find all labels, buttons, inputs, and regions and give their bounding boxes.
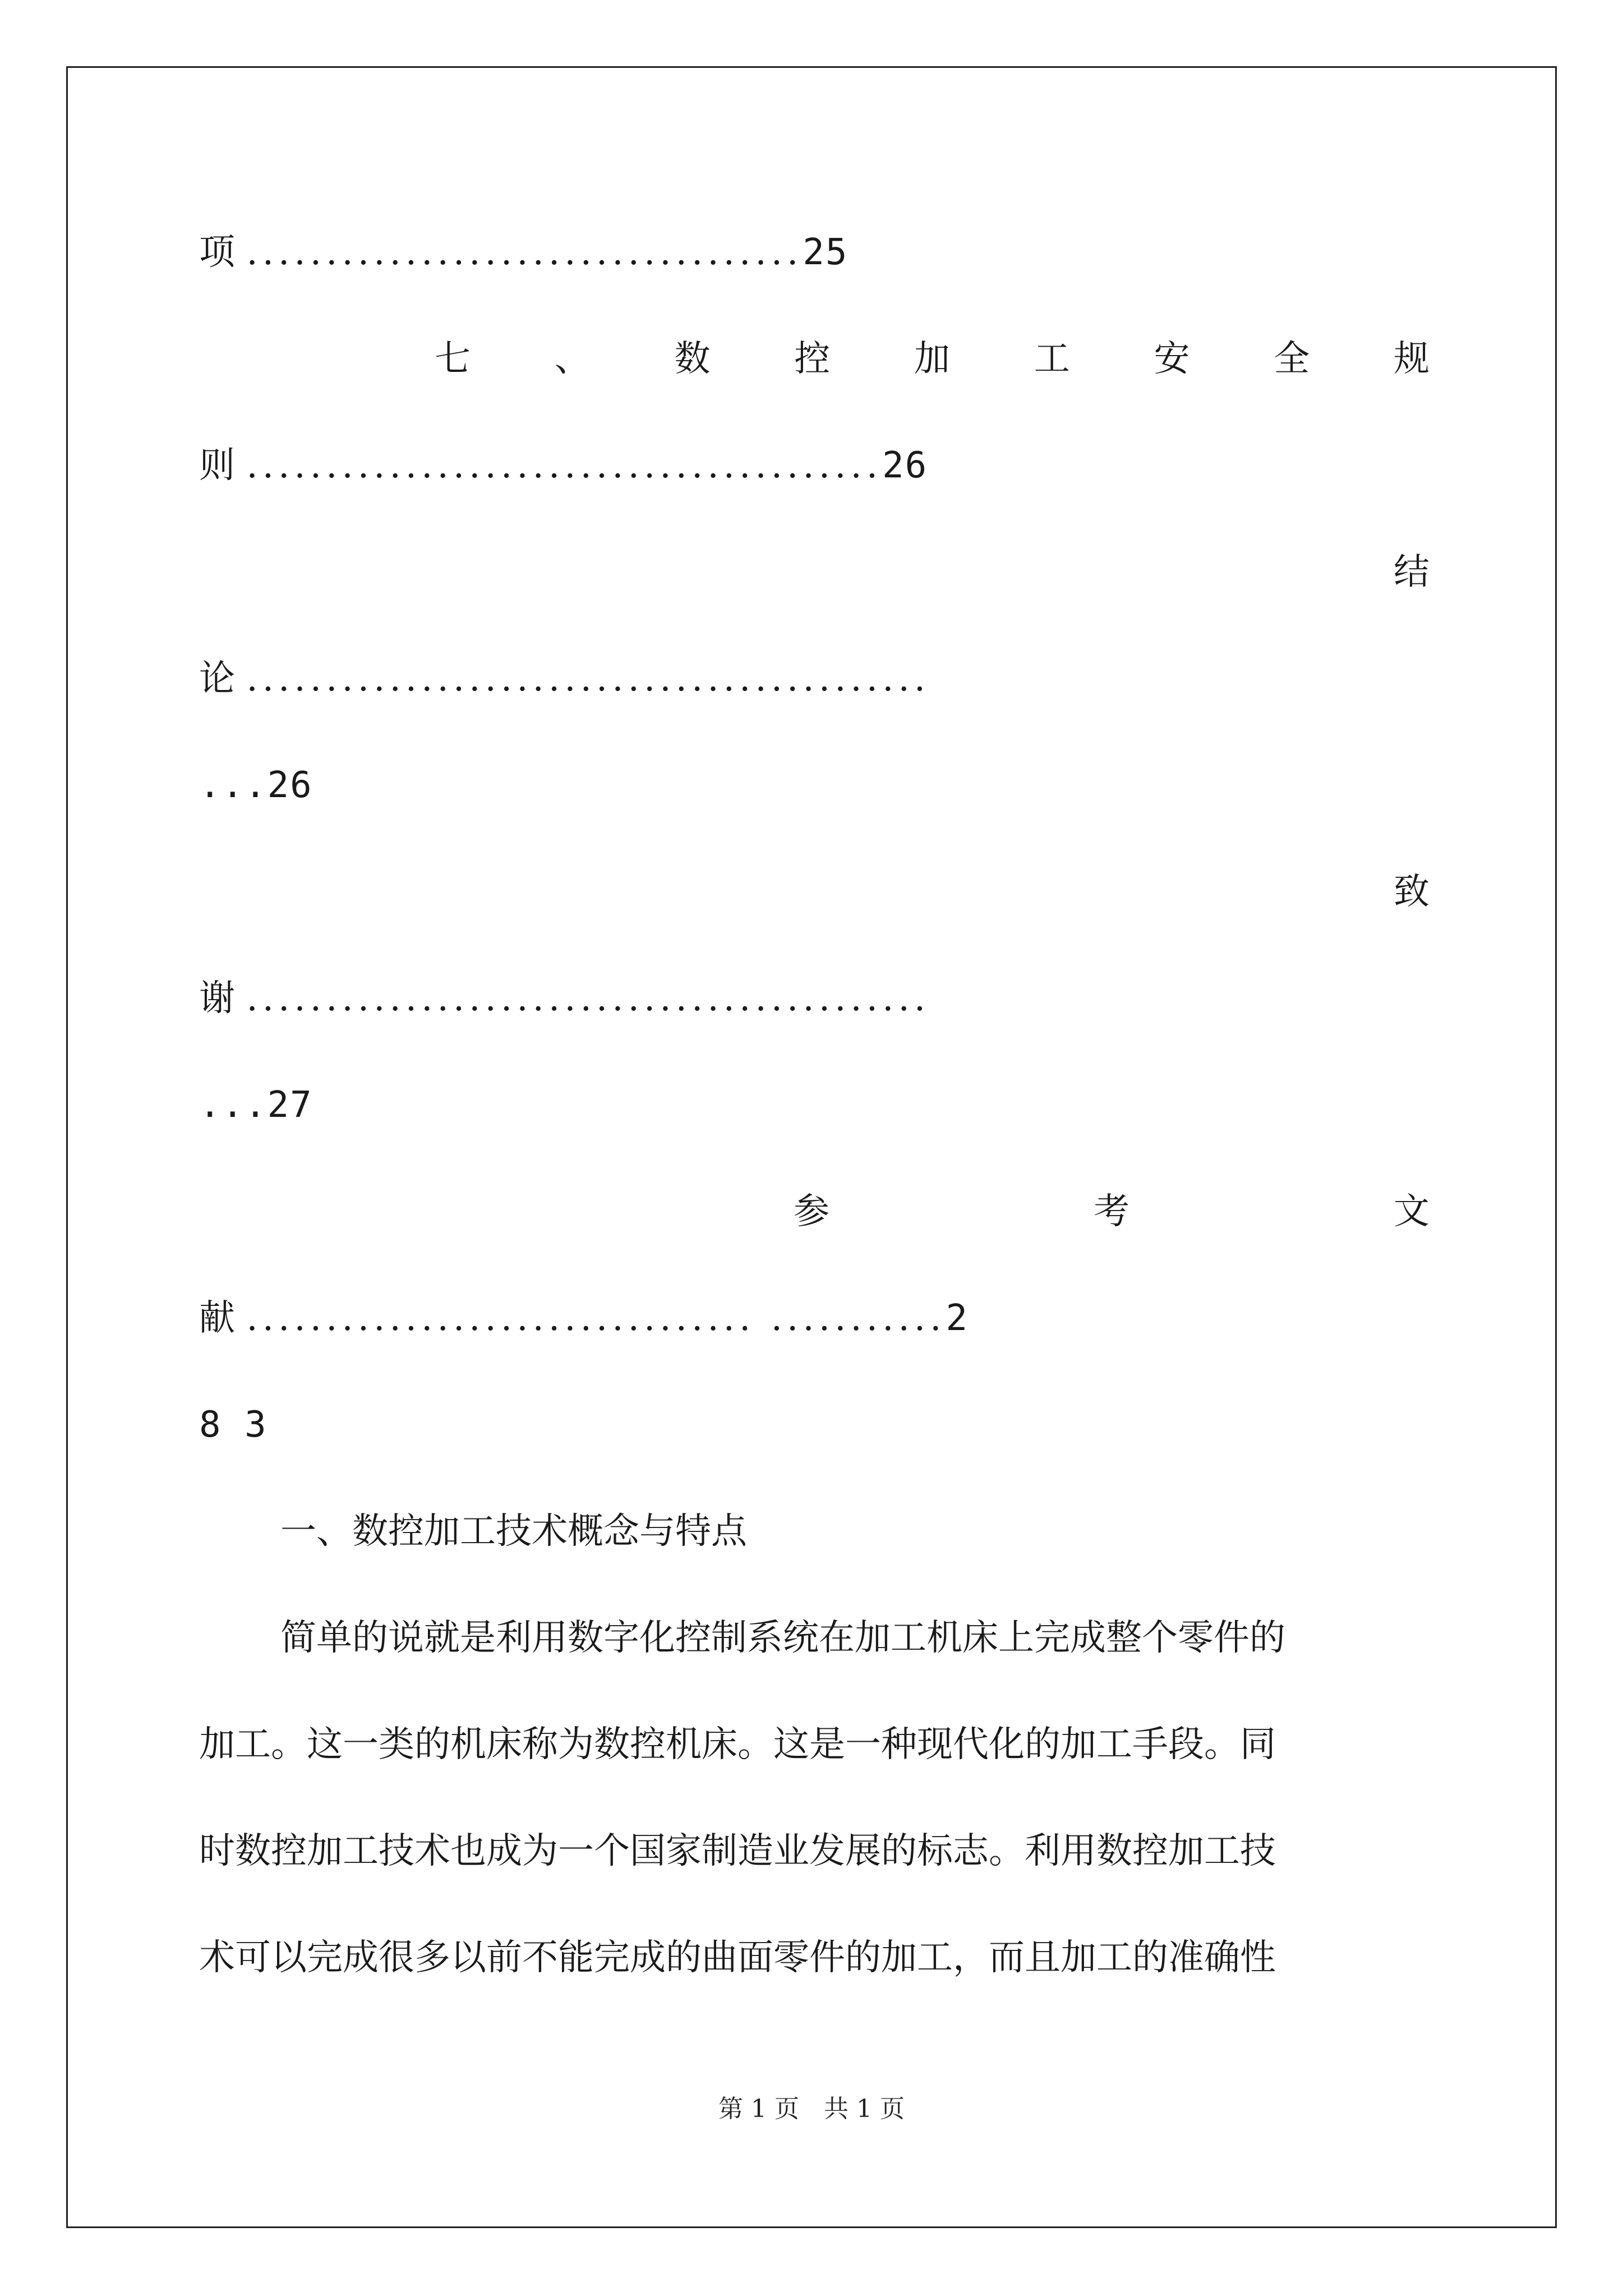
toc-page-continuation: ...26 [199,765,313,806]
toc-entry-line [199,443,928,488]
toc-heading-safety [435,337,1430,381]
toc-dots: ........................................... [246,978,930,1019]
paragraph-line: 时数控加工技术也成为一个国家制造业发展的标志。利用数控加工技 [199,1830,1276,1872]
toc-page-number: 2 [946,1297,969,1339]
heading-char: 数 [674,338,711,380]
toc-dots: ................................ ........... [246,1297,946,1339]
heading-char: 考 [1094,1191,1129,1232]
paragraph-line: 加工。这一类的机床称为数控机床。这是一种现代化的加工手段。同 [199,1724,1276,1765]
toc-label: 项 [199,232,235,273]
page-border [66,66,1557,2228]
heading-char: 加 [914,338,950,380]
toc-label: 论 [199,658,235,700]
toc-page-number: 26 [882,445,928,486]
paragraph-line: 术可以完成很多以前不能完成的曲面零件的加工，而且加工的准确性 [199,1937,1276,1978]
heading-char: 规 [1394,338,1430,380]
toc-entry-line [199,656,930,701]
toc-label: 则 [199,445,235,486]
toc-page-continuation: ...27 [199,1084,313,1126]
toc-heading-references [794,1189,1430,1234]
heading-char: 工 [1034,338,1070,380]
toc-heading-thanks-char: 致 [1394,871,1430,913]
toc-entry-line [199,1296,969,1341]
heading-char: 七 [435,338,471,380]
heading-char: 、 [554,338,591,380]
heading-char: 文 [1394,1191,1430,1232]
toc-label: 谢 [199,978,235,1019]
toc-entry-line [199,230,848,275]
paragraph-line: 简单的说就是利用数字化控制系统在加工机床上完成整个零件的 [280,1617,1285,1659]
toc-page-continuation: 8 3 [199,1404,268,1446]
heading-char: 控 [794,338,831,380]
heading-char: 参 [794,1191,829,1232]
toc-dots: ........................................ [246,445,883,486]
toc-heading-conclusion-char: 结 [1394,551,1430,593]
toc-entry-line [199,976,930,1021]
toc-label: 献 [199,1297,235,1339]
page-footer: 第 1 页 共 1 页 [718,2095,905,2123]
toc-page-number: 25 [803,232,849,273]
toc-dots: ................................... [246,232,803,273]
section-heading: 一、数控加工技术概念与特点 [280,1511,747,1552]
heading-char: 安 [1154,338,1190,380]
toc-dots: ........................................... [246,658,930,700]
heading-char: 全 [1274,338,1310,380]
